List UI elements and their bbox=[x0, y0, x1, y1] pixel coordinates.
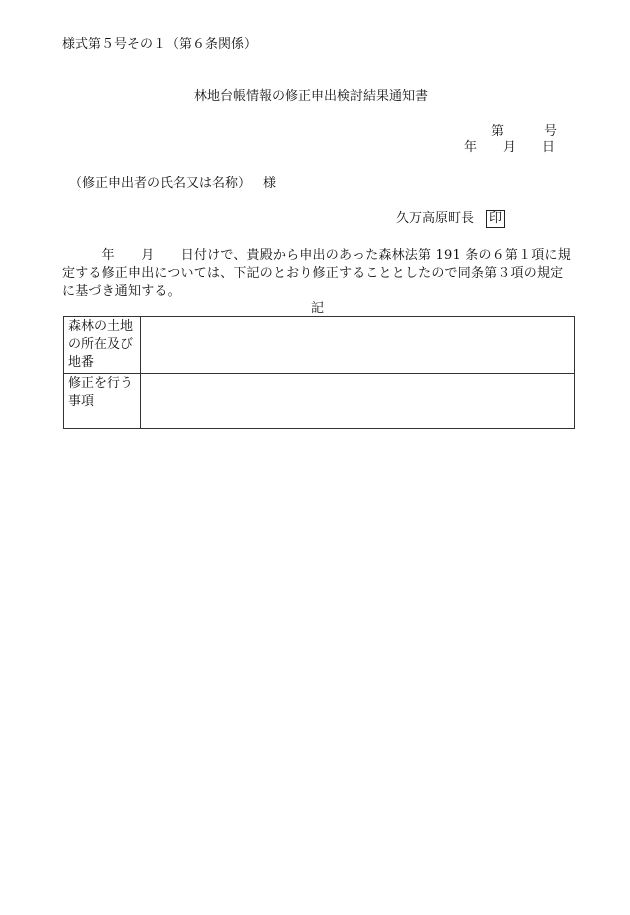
header-line: 森林の土地 bbox=[68, 319, 134, 334]
body-line: 年 月 日付けで、貴殿から申出のあった森林法第 191 条の６第１項に規 bbox=[62, 248, 571, 263]
detail-table bbox=[63, 316, 575, 429]
table-row bbox=[64, 317, 575, 374]
ki-heading: 記 bbox=[311, 301, 325, 316]
header-line: の所在及び bbox=[68, 337, 134, 352]
table-row bbox=[64, 374, 575, 429]
header-line: 地番 bbox=[68, 355, 95, 370]
addressee-placeholder: （修正申出者の氏名又は名称） bbox=[69, 176, 252, 191]
date-year: 年 bbox=[464, 140, 478, 155]
notice-body bbox=[62, 247, 576, 301]
issue-date-line bbox=[464, 139, 555, 157]
row-header-correction bbox=[64, 374, 141, 429]
header-line: 事項 bbox=[68, 394, 95, 409]
document-number-line bbox=[491, 123, 557, 141]
document-title: 林地台帳情報の修正申出検討結果通知書 bbox=[194, 89, 429, 104]
addressee-line bbox=[69, 175, 276, 193]
body-line: に基づき通知する。 bbox=[62, 284, 181, 299]
body-line: 定する修正申出については、下記のとおり修正することとしたので同条第３項の規定 bbox=[62, 266, 564, 281]
addressee-honorific: 様 bbox=[263, 176, 277, 191]
issuer-name: 久万高原町長 bbox=[396, 211, 475, 226]
date-month: 月 bbox=[503, 140, 517, 155]
correction-value-cell[interactable] bbox=[141, 374, 575, 429]
row-header-location bbox=[64, 317, 141, 374]
number-suffix: 号 bbox=[544, 124, 558, 139]
header-line: 修正を行う bbox=[68, 376, 134, 391]
number-prefix: 第 bbox=[491, 124, 505, 139]
issuer-line bbox=[396, 210, 505, 228]
location-value-cell[interactable] bbox=[141, 317, 575, 374]
date-day: 日 bbox=[542, 140, 556, 155]
form-label: 様式第５号その１（第６条関係） bbox=[62, 37, 258, 52]
seal-mark: 印 bbox=[486, 210, 505, 228]
